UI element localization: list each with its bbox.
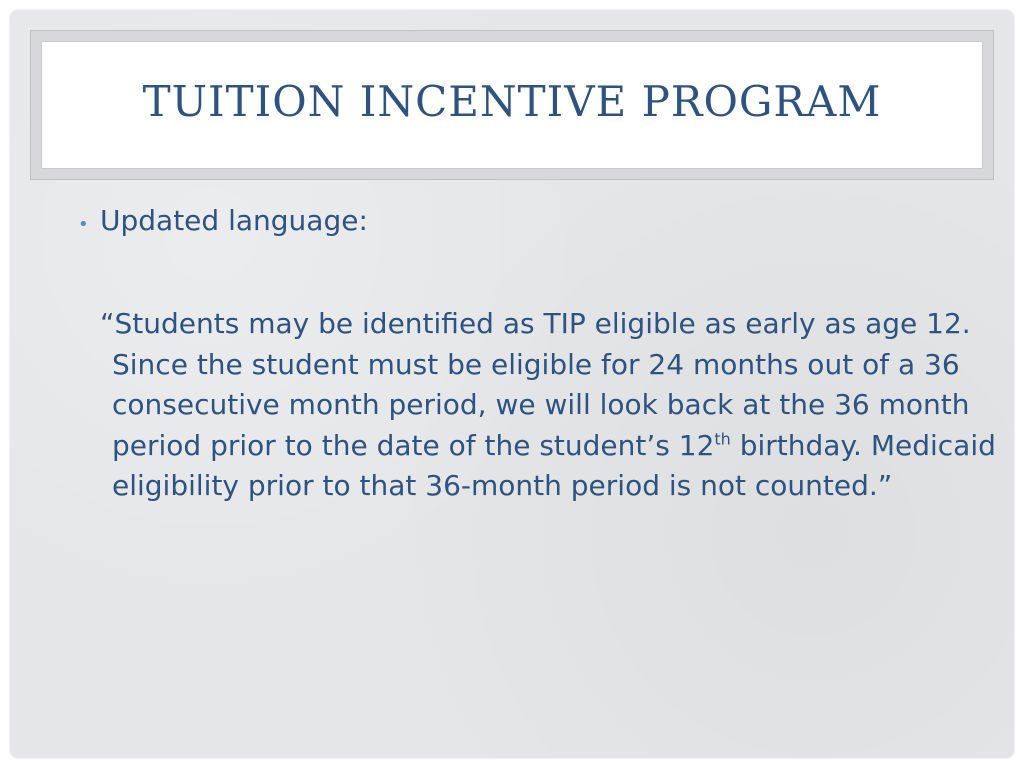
- quote-text-part2: birthday. Medicaid eligibility prior to that 36-month period is not counted.”: [112, 428, 996, 502]
- slide-body: [70, 202, 996, 507]
- quote-text-part1: “Students may be identified as TIP eligible as early as age 12. Since the student must be eligible for 24 months out of a 36 consecutive month period, we will look back at the 36 month period prior to the date of the student’s 12: [100, 307, 971, 462]
- title-frame: [30, 30, 994, 180]
- quoted-paragraph: [100, 304, 997, 507]
- slide: [10, 10, 1014, 758]
- bullet-text: Updated language:: [100, 204, 368, 237]
- bullet-dot-icon: •: [78, 214, 89, 235]
- quote-superscript: th: [714, 429, 731, 449]
- bullet-item: [70, 202, 970, 244]
- slide-title: TUITION INCENTIVE PROGRAM: [142, 76, 882, 126]
- title-box: [41, 41, 983, 169]
